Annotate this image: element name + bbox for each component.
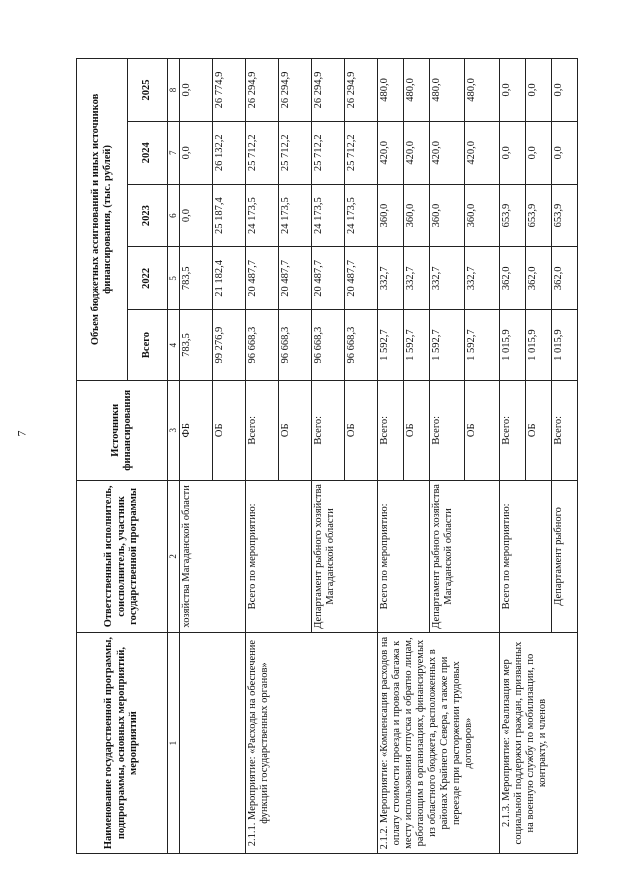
value-cell: 1 592,7 xyxy=(377,310,403,381)
value-cell: 20 487,7 xyxy=(278,247,311,310)
index-cell: 8 xyxy=(168,59,180,122)
value-cell: 96 668,3 xyxy=(311,310,344,381)
header-source: Источники финансирования xyxy=(77,380,168,480)
source-cell: Всего: xyxy=(499,380,525,480)
budget-table xyxy=(76,58,578,854)
value-cell: 25 187,4 xyxy=(212,184,245,247)
value-cell: 332,7 xyxy=(464,247,499,310)
header-name: Наименование государственной программы, подпрограммы, основных мероприятий, мероприятий xyxy=(77,633,168,854)
value-cell: 96 668,3 xyxy=(245,310,278,381)
value-cell: 0,0 xyxy=(551,59,577,122)
value-cell: 332,7 xyxy=(403,247,429,310)
event-name-cell: 2.1.2. Мероприятие: «Компенсация расходов на оплату стоимости проезда и провоза багажа к месту использования отпуска и обратно лицам, работающим в организациях, финансируемых из областного бюджета, расположенных в районах Крайнего Севера, а также при переезде при расторжении трудовых договоров» xyxy=(377,633,499,854)
value-cell: 0,0 xyxy=(499,59,525,122)
source-cell: ОБ xyxy=(344,380,377,480)
index-cell: 1 xyxy=(168,633,180,854)
index-cell: 6 xyxy=(168,184,180,247)
value-cell: 20 487,7 xyxy=(344,247,377,310)
value-cell: 653,9 xyxy=(551,184,577,247)
value-cell: 25 712,2 xyxy=(344,121,377,184)
responsible-cell: Департамент рыбного xyxy=(551,480,577,632)
value-cell: 26 294,9 xyxy=(245,59,278,122)
value-cell: 0,0 xyxy=(179,59,212,122)
index-cell: 2 xyxy=(168,480,180,632)
value-cell: 360,0 xyxy=(403,184,429,247)
table-row xyxy=(377,59,403,854)
table-row xyxy=(245,59,278,854)
source-cell: ОБ xyxy=(403,380,429,480)
year-2025: 2025 xyxy=(128,59,168,122)
rotated-page xyxy=(76,58,594,854)
responsible-cell: Всего по мероприятию: xyxy=(377,480,429,632)
value-cell: 362,0 xyxy=(525,247,551,310)
responsible-cell: Всего по мероприятию: xyxy=(499,480,551,632)
value-cell: 420,0 xyxy=(464,121,499,184)
source-cell: ОБ xyxy=(278,380,311,480)
source-cell: Всего: xyxy=(429,380,464,480)
value-cell: 20 487,7 xyxy=(245,247,278,310)
year-2024: 2024 xyxy=(128,121,168,184)
value-cell: 360,0 xyxy=(464,184,499,247)
event-name-cell: 2.1.1. Мероприятие: «Расходы на обеспечение функций государственных органов» xyxy=(245,633,377,854)
value-cell: 25 712,2 xyxy=(278,121,311,184)
value-cell: 420,0 xyxy=(429,121,464,184)
value-cell: 360,0 xyxy=(429,184,464,247)
responsible-cell: Всего по мероприятию: xyxy=(245,480,311,632)
value-cell: 653,9 xyxy=(525,184,551,247)
value-cell: 332,7 xyxy=(429,247,464,310)
value-cell: 360,0 xyxy=(377,184,403,247)
index-row xyxy=(168,59,180,854)
value-cell: 0,0 xyxy=(525,121,551,184)
value-cell: 480,0 xyxy=(377,59,403,122)
value-cell: 1 015,9 xyxy=(551,310,577,381)
index-cell: 3 xyxy=(168,380,180,480)
year-2023: 2023 xyxy=(128,184,168,247)
value-cell: 783,5 xyxy=(179,247,212,310)
value-cell: 480,0 xyxy=(464,59,499,122)
value-cell: 362,0 xyxy=(551,247,577,310)
value-cell: 96 668,3 xyxy=(278,310,311,381)
value-cell: 420,0 xyxy=(403,121,429,184)
source-cell: Всего: xyxy=(245,380,278,480)
value-cell: 480,0 xyxy=(429,59,464,122)
header-row xyxy=(77,59,128,854)
value-cell: 21 182,4 xyxy=(212,247,245,310)
source-cell: ОБ xyxy=(525,380,551,480)
value-cell: 24 173,5 xyxy=(245,184,278,247)
value-cell: 25 712,2 xyxy=(311,121,344,184)
source-cell: ОБ xyxy=(212,380,245,480)
value-cell: 20 487,7 xyxy=(311,247,344,310)
source-cell: ОБ xyxy=(464,380,499,480)
responsible-cell: Департамент рыбного хозяйства Магаданской области xyxy=(311,480,377,632)
value-cell: 1 592,7 xyxy=(464,310,499,381)
value-cell: 0,0 xyxy=(525,59,551,122)
value-cell: 24 173,5 xyxy=(311,184,344,247)
value-cell: 99 276,9 xyxy=(212,310,245,381)
value-cell: 480,0 xyxy=(403,59,429,122)
value-cell: 96 668,3 xyxy=(344,310,377,381)
table-row xyxy=(179,59,212,854)
value-cell: 0,0 xyxy=(179,121,212,184)
value-cell: 420,0 xyxy=(377,121,403,184)
year-2022: 2022 xyxy=(128,247,168,310)
value-cell: 332,7 xyxy=(377,247,403,310)
source-cell: Всего: xyxy=(311,380,344,480)
event-name-cell: 2.1.3. Мероприятие: «Реализация мер социальной поддержки граждан, призванных на военную службу по мобилизации, по контракту, и членов xyxy=(499,633,577,854)
value-cell: 1 015,9 xyxy=(525,310,551,381)
value-cell: 653,9 xyxy=(499,184,525,247)
index-cell: 7 xyxy=(168,121,180,184)
value-cell: 1 592,7 xyxy=(429,310,464,381)
value-cell: 26 294,9 xyxy=(311,59,344,122)
index-cell: 5 xyxy=(168,247,180,310)
value-cell: 26 294,9 xyxy=(344,59,377,122)
header-responsible: Ответственный исполнитель, соисполнитель, участник государственной программы xyxy=(77,480,168,632)
header-volume: Объем бюджетных ассигнований и иных источников финансирования, (тыс. рублей) xyxy=(77,59,128,381)
value-cell: 0,0 xyxy=(551,121,577,184)
value-cell: 26 774,9 xyxy=(212,59,245,122)
index-cell: 4 xyxy=(168,310,180,381)
value-cell: 24 173,5 xyxy=(278,184,311,247)
value-cell: 26 132,2 xyxy=(212,121,245,184)
value-cell: 25 712,2 xyxy=(245,121,278,184)
value-cell: 0,0 xyxy=(499,121,525,184)
value-cell: 0,0 xyxy=(179,184,212,247)
event-name-cell xyxy=(179,633,245,854)
value-cell: 783,5 xyxy=(179,310,212,381)
responsible-cell: Департамент рыбного хозяйства Магаданской области xyxy=(429,480,499,632)
value-cell: 1 592,7 xyxy=(403,310,429,381)
value-cell: 362,0 xyxy=(499,247,525,310)
source-cell: ФБ xyxy=(179,380,212,480)
value-cell: 1 015,9 xyxy=(499,310,525,381)
source-cell: Всего: xyxy=(377,380,403,480)
responsible-cell: хозяйства Магаданской области xyxy=(179,480,245,632)
year-total: Всего xyxy=(128,310,168,381)
value-cell: 26 294,9 xyxy=(278,59,311,122)
source-cell: Всего: xyxy=(551,380,577,480)
value-cell: 24 173,5 xyxy=(344,184,377,247)
table-row xyxy=(499,59,525,854)
page-number: 7 xyxy=(14,430,29,437)
